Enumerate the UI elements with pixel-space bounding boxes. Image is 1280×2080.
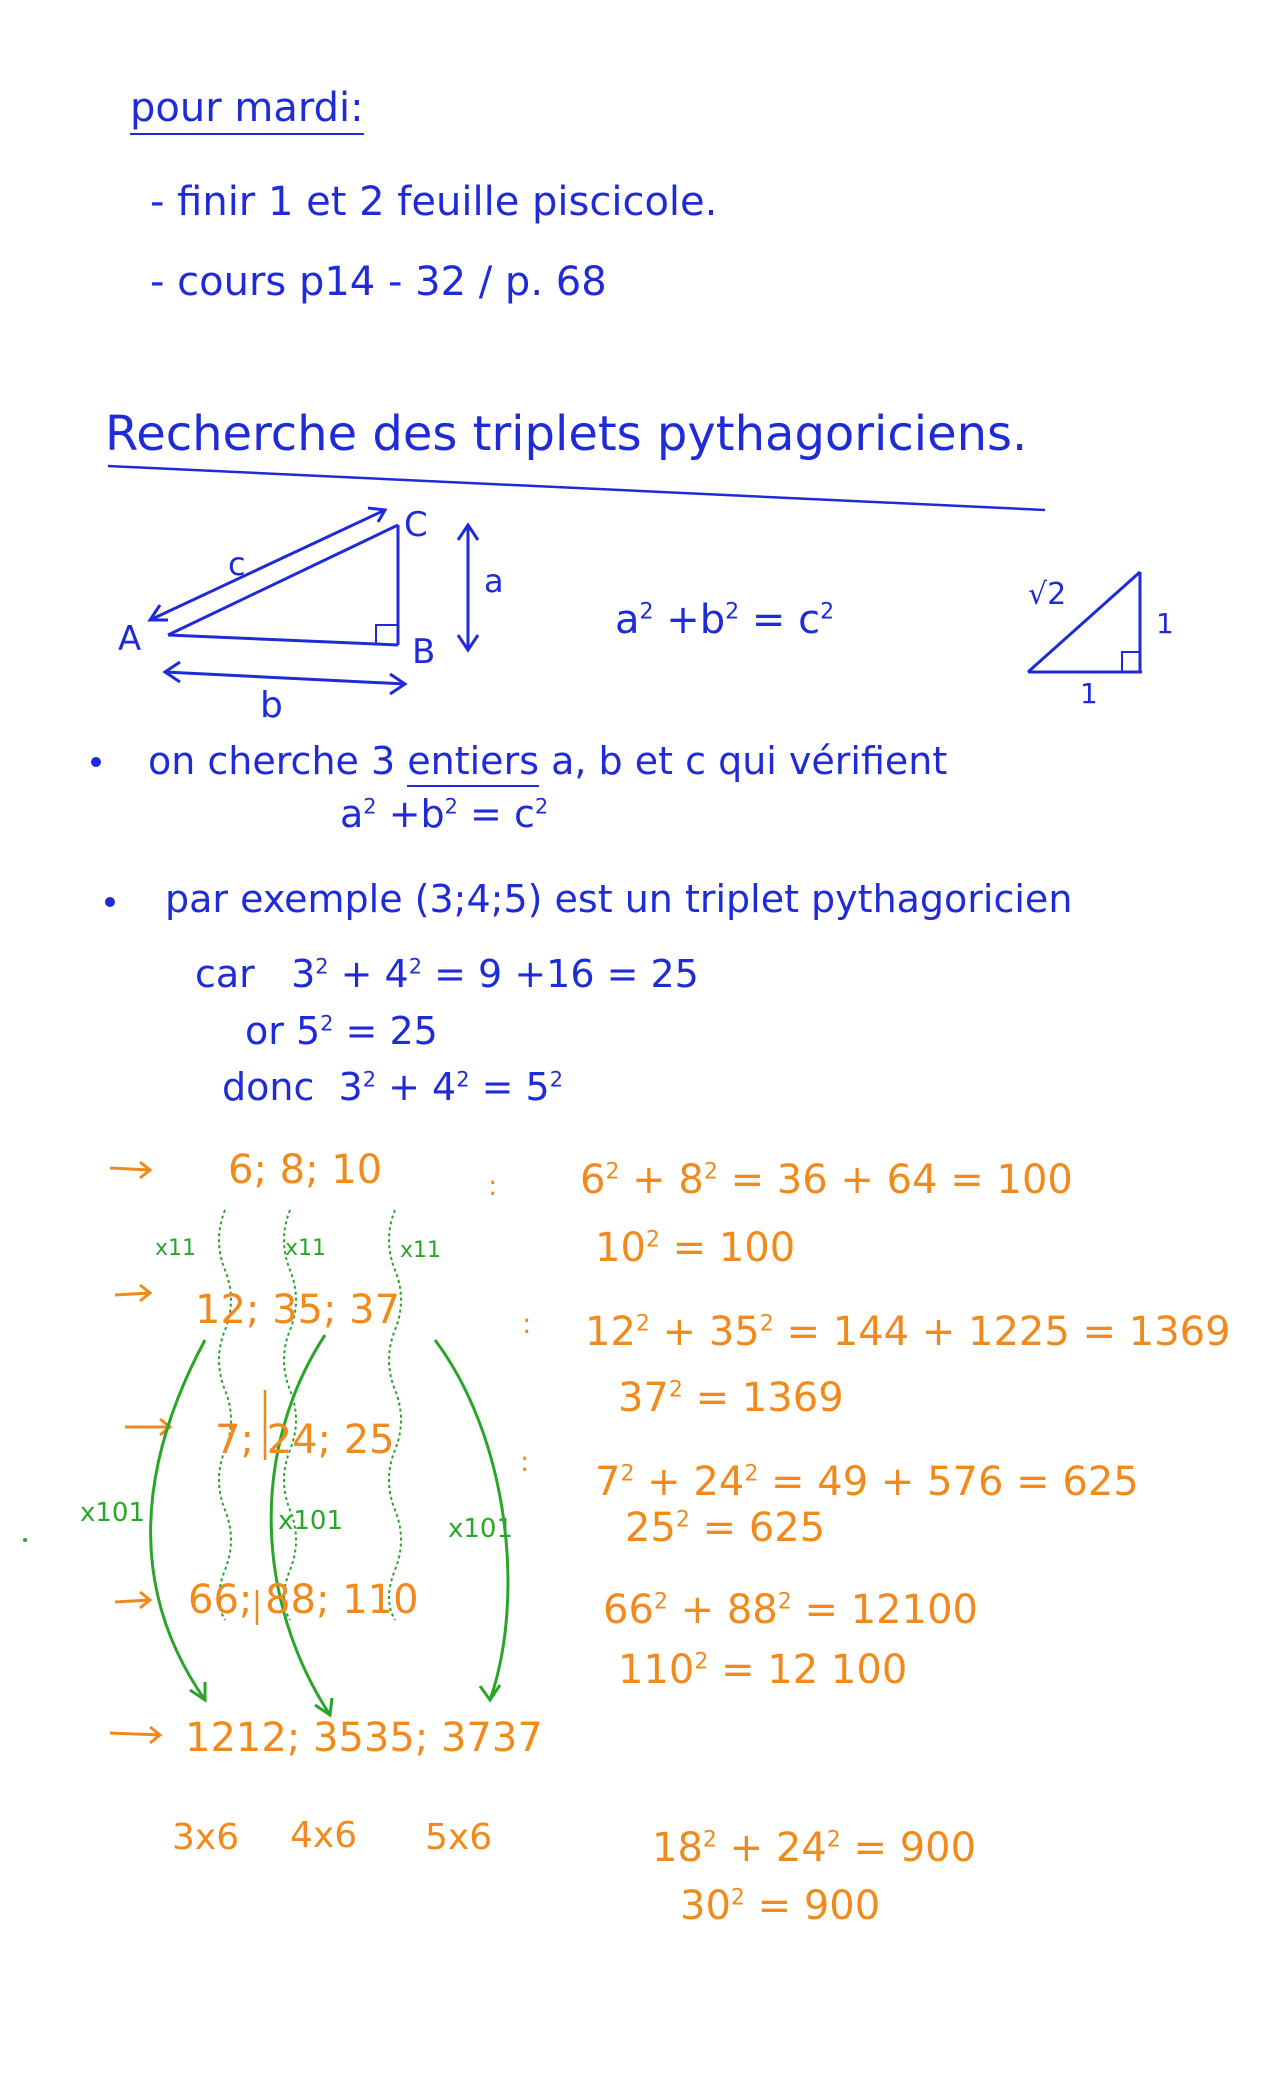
row3-triplet: 7; 24; 25 bbox=[215, 1417, 395, 1463]
section-title: Recherche des triplets pythagoriciens. bbox=[105, 406, 1028, 462]
homework-title: pour mardi: bbox=[130, 88, 364, 128]
bullet1-line2: $a^2 +b^2 = c^2$ bbox=[340, 792, 549, 836]
small-triangle-side-bottom: 1 bbox=[1080, 677, 1098, 710]
entiers-underlined: entiers bbox=[407, 739, 539, 787]
row4-eq2: $110^2 = 12$ 100 bbox=[618, 1647, 908, 1693]
arrow-label-2: x101 bbox=[278, 1506, 344, 1536]
triangle-label-C: C bbox=[404, 505, 428, 545]
bullet2-car: car $3^2 + 4^2 = 9 +16 = 25$ bbox=[195, 952, 699, 996]
row2-eq1: $12^2 + 35^2 = 144 + 1225 = 1369$ bbox=[585, 1309, 1231, 1355]
bullet-dot-2 bbox=[105, 897, 115, 907]
row6-eq2: $30^2 = 900$ bbox=[680, 1883, 881, 1929]
bullet2-donc: donc $3^2 + 4^2 = 5^2$ bbox=[222, 1065, 564, 1109]
row4-eq1: $66^2 + 88^2 = 12100$ bbox=[603, 1587, 978, 1633]
row1-triplet: 6; 8; 10 bbox=[228, 1147, 383, 1193]
mult-label-2: x11 bbox=[285, 1236, 327, 1261]
bullet1-line1: on cherche 3 entiers a, b et c qui vérifient bbox=[148, 742, 947, 780]
mult-label-1: x11 bbox=[155, 1236, 197, 1261]
arrow-label-1: x101 bbox=[80, 1498, 146, 1528]
row2-colon: : bbox=[522, 1307, 532, 1340]
mult-3x6: 3x6 bbox=[172, 1817, 240, 1858]
triangle-label-c-side: c bbox=[228, 545, 246, 583]
triangle-label-A: A bbox=[118, 619, 142, 659]
triangle-label-a-side: a bbox=[484, 562, 504, 600]
row4-triplet: 66; 88; 110 bbox=[188, 1577, 419, 1623]
triangle-label-B: B bbox=[412, 632, 436, 672]
green-wavy-lines bbox=[219, 1210, 401, 1620]
mult-label-3: x11 bbox=[400, 1238, 442, 1263]
arrow-label-3: x101 bbox=[448, 1514, 514, 1544]
small-triangle-hyp: √2 bbox=[1028, 577, 1067, 612]
row2-eq2: $37^2 = 1369$ bbox=[618, 1375, 844, 1421]
bullet-dot-1 bbox=[91, 757, 101, 767]
small-triangle-side-right: 1 bbox=[1156, 607, 1174, 640]
section-underline bbox=[108, 466, 1045, 510]
homework-item-1: - finir 1 et 2 feuille piscicole. bbox=[150, 179, 718, 225]
row6-eq1: $18^2 + 24^2 = 900$ bbox=[652, 1825, 977, 1871]
row5-triplet: 1212; 3535; 3737 bbox=[185, 1715, 543, 1761]
triangle-label-b-side: b bbox=[260, 685, 283, 726]
bullet2-line1: par exemple (3;4;5) est un triplet pythagoricien bbox=[165, 877, 1073, 921]
mult-5x6: 5x6 bbox=[425, 1817, 493, 1858]
row3-colon: : bbox=[520, 1445, 530, 1478]
row3-eq2: $25^2 = 625$ bbox=[625, 1505, 826, 1551]
bullet2-or: or $5^2 = 25$ bbox=[245, 1009, 438, 1053]
row3-eq1: $7^2 + 24^2 = 49 + 576 = 625$ bbox=[595, 1459, 1139, 1505]
row1-eq2: $10^2 = 100$ bbox=[595, 1225, 796, 1271]
row1-colon: : bbox=[488, 1169, 498, 1202]
homework-item-2: - cours p14 - 32 / p. 68 bbox=[150, 259, 607, 305]
row1-eq1: $6^2 + 8^2 = 36 + 64 = 100$ bbox=[580, 1157, 1073, 1203]
pythagoras-formula: $a^2 +b^2 = c^2$ bbox=[615, 597, 835, 643]
mult-4x6: 4x6 bbox=[290, 1815, 358, 1856]
row2-triplet: 12; 35; 37 bbox=[195, 1287, 401, 1333]
